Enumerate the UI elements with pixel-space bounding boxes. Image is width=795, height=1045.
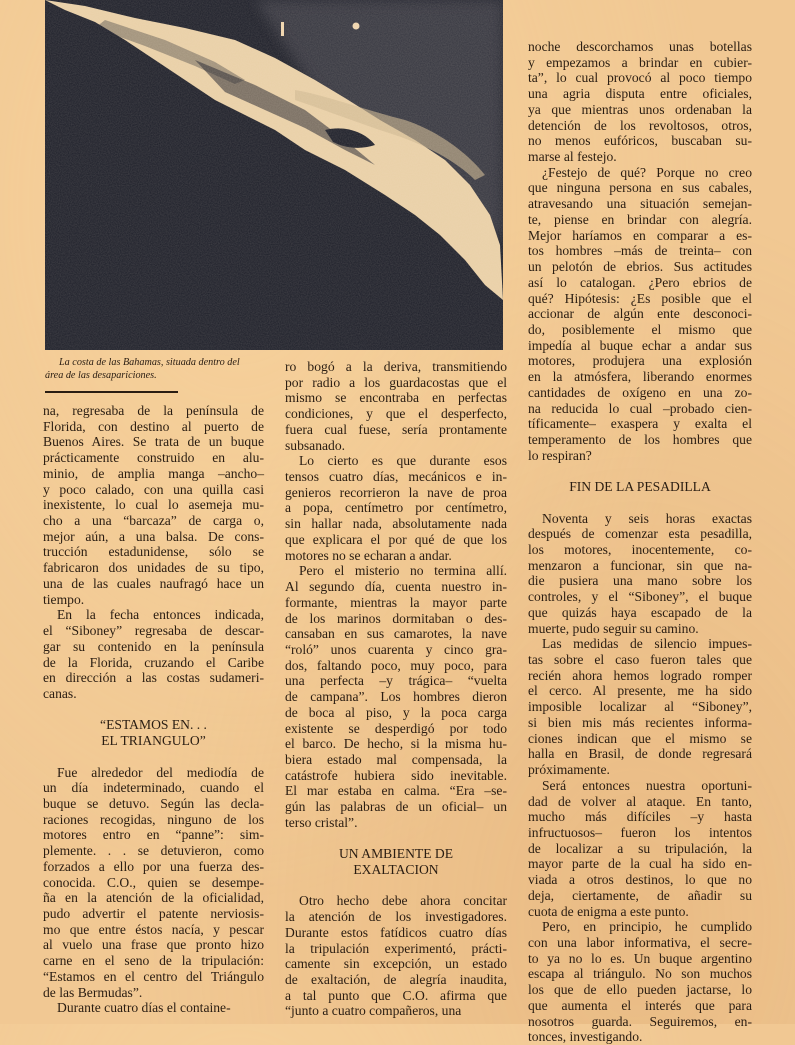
paragraph-line: conocida. C.O., quien se desempe- — [43, 874, 264, 890]
paragraph-line: raciones recogidas, ninguno de los — [43, 811, 264, 827]
paragraph-line: tensos cuatro días, mecánicos e in- — [285, 469, 507, 485]
paragraph-line: mayor parte de la cual ha sido en- — [528, 856, 752, 872]
caption-rule — [45, 391, 178, 393]
paragraph-line: controles, y el “Siboney”, el buque — [528, 589, 752, 605]
spacer — [43, 702, 264, 718]
paragraph-line: “Estamos en el centro del Triángulo — [43, 968, 264, 984]
paragraph-line: carne en el seno de la tripulación: — [43, 953, 264, 969]
paragraph-line: sin hallar nada, absolutamente nada — [285, 516, 507, 532]
paragraph-line: na, regresaba de la península de — [43, 403, 264, 418]
paragraph-line: al vuelo una frase que pronto hizo — [43, 937, 264, 953]
paragraph-line: tos hombres –más de treinta– con — [528, 243, 752, 259]
paragraph-line: prácticamente construido en alu- — [43, 450, 264, 466]
section-heading: EXALTACION — [353, 862, 439, 877]
paragraph-line: que quizás haya escapado de la — [528, 604, 752, 620]
paragraph-line: de boca al piso, y la poca carga — [285, 704, 507, 720]
paragraph-line: subsanado. — [285, 437, 346, 453]
paragraph-line: noche descorchamos unas botellas — [528, 39, 752, 54]
paragraph-line: ya que mientras unos ordenaban la — [528, 101, 752, 117]
paragraph-line: a popa, centímetro por centímetro, — [285, 500, 507, 516]
section-heading: UN AMBIENTE DE — [338, 846, 454, 862]
paragraph-line: de las Bermudas”. — [43, 984, 143, 1000]
paragraph-line: genieros recorrieron la nave de proa — [285, 484, 507, 500]
paragraph-line: accionar de algún ente desconoci- — [528, 306, 752, 322]
paragraph-line: fuera cual fuese, sería prontamente — [285, 421, 507, 437]
spacer — [43, 749, 264, 765]
paragraph-line: do, posiblemente el mismo que — [528, 321, 752, 337]
paragraph-line: de localizar a su tripulación, la — [528, 840, 752, 856]
paragraph-line: gar su contenido en la península — [43, 638, 264, 654]
paragraph-line: Florida, con destino al puerto de — [43, 418, 264, 434]
paragraph-line: Al segundo día, cuenta nuestro in- — [285, 579, 507, 595]
paragraph-line: un pelotón de ebrios. Sus actitudes — [528, 259, 752, 275]
paragraph-line: si bien mis más recientes informa- — [528, 714, 752, 730]
paragraph-line: y empezamos a brindar en cubier- — [528, 54, 752, 70]
paragraph-line: existente se desperdigó por todo — [285, 720, 507, 736]
paragraph-line: Noventa y seis horas exactas — [542, 510, 752, 526]
paragraph-line: pudo advertir el patente nerviosis- — [43, 906, 264, 921]
paragraph-line: recién ahora hemos logrado romper — [528, 667, 752, 683]
paragraph-line: detención de los revoltosos, otros, — [528, 117, 752, 133]
paragraph-line: Pero el misterio no termina allí. — [299, 563, 507, 579]
paragraph-line: cuota de enigma a este punto. — [528, 903, 689, 919]
paragraph-line: motores, produjera una explosión — [528, 353, 752, 369]
article-column-3 — [528, 39, 752, 1045]
paragraph-line: en dirección a las costas sudameri- — [43, 670, 264, 686]
paragraph-line: cantidades de oxígeno en una zo- — [528, 384, 752, 400]
paragraph-line: Pero, en principio, he cumplido — [542, 919, 752, 935]
paragraph-line: catástrofe hubiera sido inevitable. — [285, 767, 507, 783]
paragraph-line: Otro hecho debe ahora concitar — [299, 893, 507, 909]
paragraph-line: nosotros guarda. Seguiremos, en- — [528, 1013, 752, 1029]
article-column-2 — [285, 359, 507, 1019]
paragraph-line: mejor aún, a una balsa. De cons- — [43, 528, 264, 544]
spacer — [285, 878, 507, 894]
paragraph-line: Las medidas de silencio impues- — [542, 636, 752, 652]
paragraph-line: impedía al buque echar a andar sus — [528, 337, 752, 353]
spacer — [528, 495, 752, 511]
paragraph-line: cho a una “barcaza” de carga o, — [43, 513, 264, 529]
paragraph-line: un día indeterminado, cuando el — [43, 780, 264, 796]
paragraph-line: la tripulación experimentó, prácti- — [285, 940, 507, 956]
paragraph-line: no menos eufóricos, buscaban su- — [528, 133, 752, 149]
paragraph-line: formante, mientras la mayor parte — [285, 594, 507, 610]
paragraph-line: Durante cuatro días el containe- — [57, 1000, 231, 1016]
paragraph-line: ¿Festejo de qué? Porque no creo — [542, 164, 752, 180]
paragraph-line: que ninguna persona en sus cabales, — [528, 180, 752, 196]
paragraph-line: motores no se echaran a andar. — [285, 547, 452, 563]
paragraph-line: así lo catalogan. ¿Pero ebrios de — [528, 274, 752, 290]
paragraph-line: Mejor haríamos en comparar a es- — [528, 227, 752, 243]
paragraph-line: lo respiran? — [528, 447, 592, 463]
paragraph-line: los que de ello pueden jactarse, lo — [528, 982, 752, 998]
paragraph-line: de campana”. Los hombres dieron — [285, 689, 507, 705]
paragraph-line: tiempo. — [43, 591, 85, 607]
coastline-photo — [45, 0, 503, 350]
paragraph-line: después de comenzar esta pesadilla, — [528, 526, 752, 542]
paragraph-line: con una labor informativa, el secre- — [528, 934, 752, 950]
paragraph-line: infructuosos– fueron los intentos — [528, 824, 752, 840]
paragraph-line: menzaron a funcionar, sin que na- — [528, 557, 752, 573]
paragraph-line: marse al festejo. — [528, 149, 617, 165]
paragraph-line: dad de volver al ataque. En tanto, — [528, 793, 752, 809]
spacer — [528, 463, 752, 479]
paragraph-line: mo que entre éstos nacía, y pescar — [43, 921, 264, 937]
section-heading: EL TRIANGULO” — [101, 733, 206, 749]
paragraph-line: el barco. De hecho, si la misma hu- — [285, 736, 507, 752]
paragraph-line: qué? Hipótesis: ¿Es posible que el — [528, 290, 752, 306]
paragraph-line: Lo cierto es que durante esos — [299, 453, 507, 469]
paragraph-line: condiciones, y que el desperfecto, — [285, 406, 507, 422]
paragraph-line: canas. — [43, 685, 77, 701]
paragraph-line: la atención de los investigadores. — [285, 909, 507, 925]
bahamas-coast-image — [45, 0, 503, 350]
paragraph-line: ña en la atención de la oficialidad, — [43, 890, 264, 906]
paragraph-line: mismo se encontraba en perfectas — [285, 390, 507, 406]
paragraph-line: temperamento de los hombres que — [528, 431, 752, 447]
article-column-1 — [43, 403, 264, 1016]
paragraph-line: en la atmósfera, liberando enormes — [528, 369, 752, 385]
paragraph-line: ro bogó a la deriva, transmitiendo — [285, 359, 507, 374]
paragraph-line: una agria disputa entre oficiales, — [528, 86, 752, 102]
paragraph-line: próximamente. — [528, 762, 610, 778]
paragraph-line: terso cristal”. — [285, 814, 358, 830]
paragraph-line: tas sobre el caso fueron tales que — [528, 652, 752, 668]
caption-line: área de las desapariciones. — [45, 370, 157, 381]
paragraph-line: ta”, lo cual provocó al poco tiempo — [528, 70, 752, 86]
paragraph-line: plemente. . . se detuvieron, como — [43, 843, 264, 859]
paragraph-line: fabricaron dos unidades de su tipo, — [43, 560, 264, 576]
caption-line: La costa de las Bahamas, situada dentro del — [59, 357, 240, 368]
paragraph-line: biera estado mal compensada, la — [285, 751, 507, 767]
paragraph-line: el “Siboney” regresaba de descar- — [43, 623, 264, 639]
paragraph-line: mucho más difíciles –y hasta — [528, 809, 752, 825]
section-heading: FIN DE LA PESADILLA — [569, 479, 711, 495]
paragraph-line: una de las cuales naufragó hace un — [43, 575, 264, 591]
paragraph-line: halla en Brasil, de donde regresará — [528, 746, 752, 762]
paragraph-line: forzados a ello por una fuerza des- — [43, 858, 264, 874]
paragraph-line: die pusiera una mano sobre los — [528, 573, 752, 589]
paragraph-line: que explicara el por qué de que los — [285, 531, 507, 547]
paragraph-line: Durante estos fatídicos cuatro días — [285, 924, 507, 940]
paragraph-line: Fue alrededor del mediodía de — [57, 764, 264, 780]
paragraph-line: inexistente, lo cual lo asemeja mu- — [43, 497, 264, 513]
paragraph-line: motores entro en “panne”: sim- — [43, 827, 264, 843]
paragraph-line: gún las palabras de un oficial– un — [285, 799, 507, 815]
paragraph-line: imposible localizar al “Siboney”, — [528, 699, 752, 715]
paragraph-line: atravesando una situación semejan- — [528, 196, 752, 212]
paragraph-line: “junto a cuatro compañeros, una — [285, 1003, 462, 1019]
paragraph-line: que aumenta el interés que para — [528, 997, 752, 1013]
paragraph-line: “roló” unos cuarenta y cinco gra- — [285, 641, 507, 657]
paragraph-line: por radio a los guardacostas que el — [285, 374, 507, 390]
paragraph-line: muerte, pudo seguir su camino. — [528, 620, 699, 636]
paragraph-line: tonces, investigando. — [528, 1029, 643, 1045]
section-heading: “ESTAMOS EN. . . — [100, 717, 207, 733]
photo-caption — [45, 356, 270, 382]
paragraph-line: deja, ciertamente, de añadir su — [528, 887, 752, 903]
paragraph-line: de la Florida, cruzando el Caribe — [43, 654, 264, 670]
paragraph-line: escapa al triángulo. No son muchos — [528, 966, 752, 982]
paragraph-line: te, piense en brindar con alegría. — [528, 211, 752, 227]
paragraph-line: na reducida lo cual –probado cien- — [528, 400, 752, 416]
paragraph-line: de exaltación, de alegría inaudita, — [285, 972, 507, 988]
paragraph-line: Buenos Aires. Se trata de un buque — [43, 434, 264, 450]
paragraph-line: a tal punto que C.O. afirma que — [285, 987, 507, 1003]
paragraph-line: tíficamente– exaspera y exalta el — [528, 416, 752, 432]
paragraph-line: el cerco. Al presente, me ha sido — [528, 683, 752, 699]
paragraph-line: camente sin excepción, un estado — [285, 956, 507, 972]
paragraph-line: El mar estaba en calma. “Era –se- — [285, 783, 507, 799]
paragraph-line: buque se detuvo. Según las decla- — [43, 795, 264, 811]
paragraph-line: to ya no lo es. Un buque argentino — [528, 950, 752, 966]
paragraph-line: En la fecha entonces indicada, — [57, 607, 264, 623]
paragraph-line: una perfecta –y trágica– “vuelta — [285, 673, 507, 689]
paragraph-line: viada a otros destinos, lo que no — [528, 872, 752, 888]
spacer — [285, 831, 507, 847]
paragraph-line: Será entonces nuestra oportuni- — [542, 777, 752, 793]
paragraph-line: trucción estadunidense, sólo se — [43, 544, 264, 560]
paragraph-line: ciones indican que el mismo se — [528, 730, 752, 746]
paragraph-line: minio, de amplia manga –ancho– — [43, 465, 264, 481]
paragraph-line: los motores, inocentemente, co- — [528, 542, 752, 557]
paragraph-line: dos, faltando poco, muy poco, para — [285, 657, 507, 673]
paragraph-line: de los marinos dormitaban o des- — [285, 610, 507, 626]
paragraph-line: cansaban en sus camarotes, la nave — [285, 626, 507, 642]
paragraph-line: y poco calado, con una quilla casi — [43, 481, 264, 497]
